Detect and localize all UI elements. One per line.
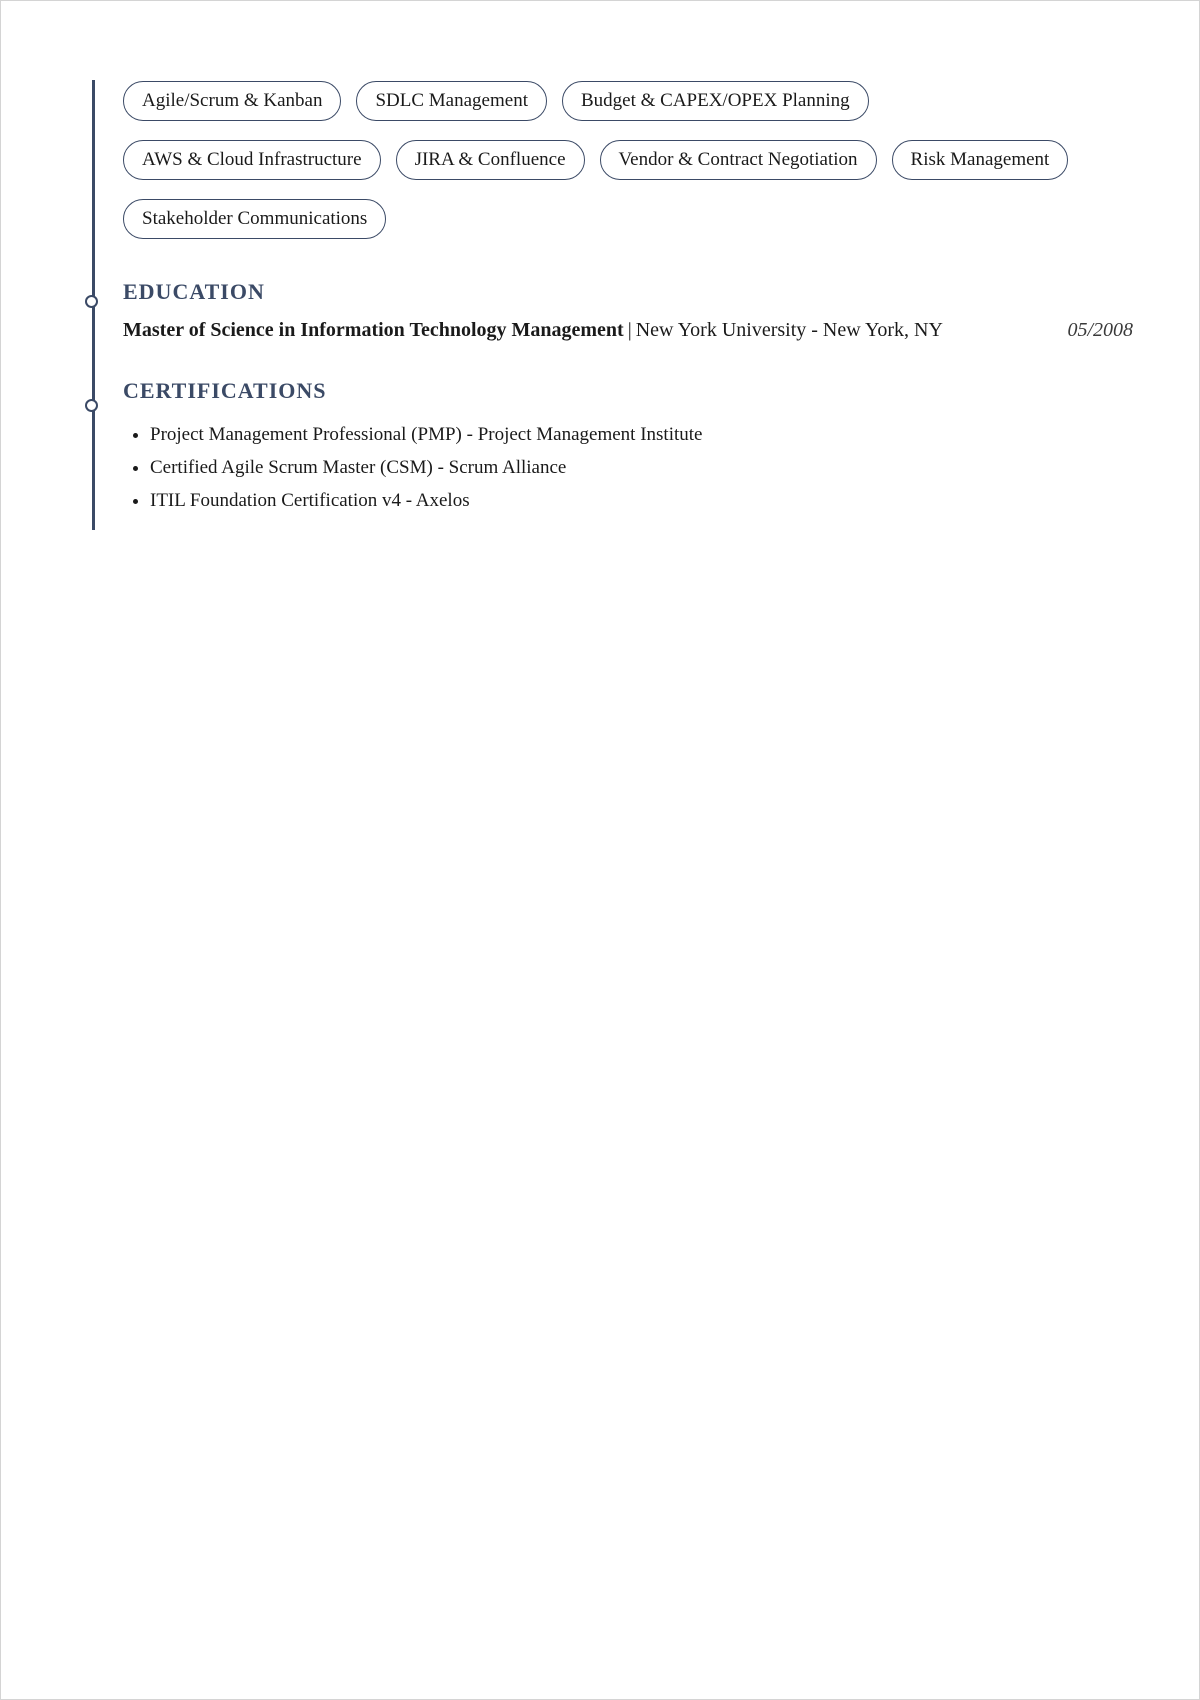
skill-pill: SDLC Management <box>356 81 547 121</box>
skills-list <box>123 81 1133 239</box>
education-details <box>123 319 943 342</box>
skill-pill: Agile/Scrum & Kanban <box>123 81 341 121</box>
education-heading: EDUCATION <box>123 279 265 304</box>
certifications-list <box>123 418 1133 517</box>
education-school: New York University - New York, NY <box>635 319 943 341</box>
resume-content <box>123 81 1133 517</box>
skill-pill: Risk Management <box>892 140 1069 180</box>
timeline-node-education <box>85 295 98 308</box>
skill-pill: JIRA & Confluence <box>396 140 585 180</box>
certifications-heading: CERTIFICATIONS <box>123 378 327 403</box>
timeline-node-certifications <box>85 399 98 412</box>
certification-item: • Project Management Professional (PMP) - Project Management Institute <box>150 418 1133 451</box>
skill-pill: AWS & Cloud Infrastructure <box>123 140 381 180</box>
skill-pill: Budget & CAPEX/OPEX Planning <box>562 81 869 121</box>
certification-item: • Certified Agile Scrum Master (CSM) - Scrum Alliance <box>150 451 1133 484</box>
skill-pill: Vendor & Contract Negotiation <box>600 140 877 180</box>
education-separator: | <box>627 319 632 341</box>
education-entry <box>123 319 1133 342</box>
education-date: 05/2008 <box>1067 319 1133 341</box>
education-degree: Master of Science in Information Technology Management <box>123 319 624 341</box>
certification-item: • ITIL Foundation Certification v4 - Axelos <box>150 484 1133 517</box>
skill-pill: Stakeholder Communications <box>123 199 386 239</box>
